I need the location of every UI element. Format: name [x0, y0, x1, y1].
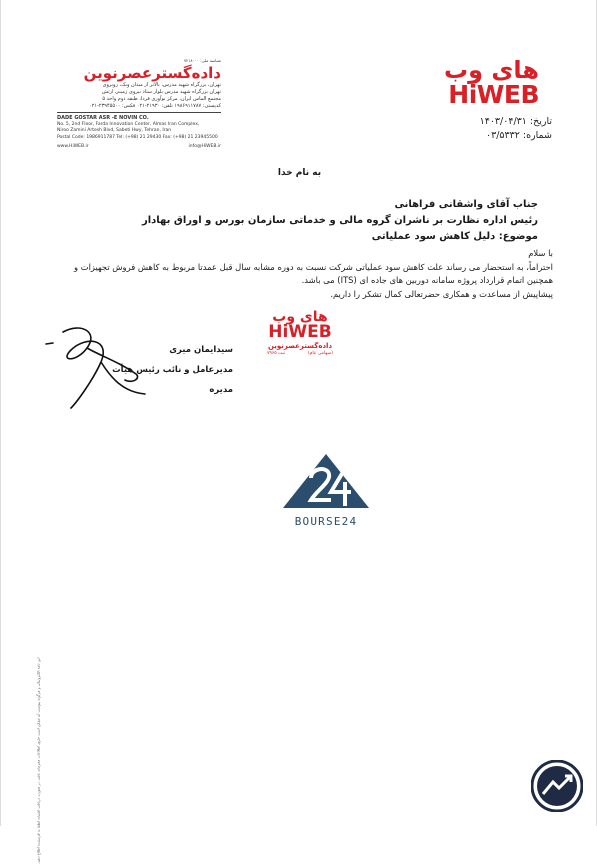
stamp-company: داده‌گسترعصرنوین [267, 342, 333, 350]
number-line [480, 129, 552, 143]
stamp-logo-fa: های وب [272, 309, 328, 325]
letterhead-address-1: تهران، بزرگراه شهید مدرس، بالاتر از میدان ونک، روبروی [102, 82, 221, 88]
letterhead-address-en-3: Postal Code: 1986911787 Tel: (+98) 21 29430 Fax: (+98) 21 23945500 [57, 134, 218, 140]
greeting: با سلام [528, 248, 553, 258]
number-label: شماره: [522, 130, 552, 141]
sidebar-disclaimer-text: این نامه الکترونیکی و هرگونه پیوست آن ممکن است حاوی اطلاعات محرمانه باشد. در صورت دریافت اشتباه، لطفا به فرستنده اطلاع دهید. [36, 657, 41, 864]
letterhead-address-en-2: Niroo Zamini Artesh Blvd, Sabeti Hwy, Tehran, Iran [57, 128, 172, 134]
hiweb-logo-fa: های وب [443, 56, 539, 84]
stamp-logo-en: HiWEB [268, 322, 332, 342]
stamp-registration: ثبت ۷۹۶۵ [267, 351, 286, 356]
date-label: تاریخ: [529, 116, 552, 127]
chart-logo-icon [531, 760, 583, 812]
body-paragraph-1: احتراماً، به استحضار می رساند علت کاهش سود عملیاتی شرکت نسبت به دوره مشابه سال قبل عمدتا مربوط به کاهش فروش تجهیزات و [73, 261, 553, 272]
closing-line: پیشاپیش از مساعدت و همکاری حضرتعالی کمال تشکر را داریم. [330, 288, 553, 299]
date-line [480, 115, 552, 129]
letter-meta [480, 115, 552, 143]
recipient-block [118, 197, 538, 245]
letterhead-company-en: DADE GOSTAR ASR -E NOVIN CO. [57, 115, 149, 121]
signatory-name: سیدایمان میری [169, 345, 233, 355]
letterhead-address-3: مجتمع الماس ایران، مرکز نوآوری فردا، طبقه دوم واحد ۵ [102, 96, 221, 102]
recipient-title: رئیس اداره نظارت بر ناشران گروه مالی و خدماتی سازمان بورس و اوراق بهادار [141, 215, 538, 226]
recipient-name: جناب آقای واشقانی فراهانی [394, 199, 538, 210]
letterhead-company-fa: داده‌گسترعصرنوین [83, 64, 221, 82]
letterhead-divider [57, 112, 221, 113]
salutation: به نام خدا [277, 168, 322, 178]
company-stamp [267, 310, 333, 356]
sidebar-disclaimer [32, 657, 46, 864]
letterhead [57, 58, 221, 149]
letterhead-email[interactable]: info@HiWEB.ir [188, 143, 221, 149]
signatory-block [109, 340, 233, 400]
date-value: ۱۴۰۳/۰۴/۳۱ [479, 116, 527, 127]
hiweb-logo [435, 58, 539, 108]
bourse24-mark-icon [281, 452, 371, 510]
letterhead-address-4: کدپستی: ۱۹۸۶۹۱۱۷۸۷ تلفن: ۲۱۹۳۰-۰۲۱ فکس: ۲۳۹۴۵۵۰۰-۰۲۱ [89, 103, 221, 109]
letter-body [33, 247, 553, 301]
bourse24-wordmark: BOURSE24 [294, 515, 358, 528]
letterhead-address-en-1: No. 5, 2nd Floor, Farda Innovation Center, Almas Iran Complex, [57, 122, 200, 128]
stamp-public: (سهامی عام) [307, 351, 333, 356]
subject-line: موضوع: دلیل کاهش سود عملیاتی [371, 231, 538, 242]
hiweb-logo-en: HiWEB [448, 80, 539, 109]
letterhead-address-2: تهران بزرگراه شهید مدرس بلوار ستاد نیروی زمینی ارتش [101, 89, 221, 95]
bourse24-logo [279, 452, 373, 528]
signatory-title: مدیرعامل و نائب رئیس هیأت مدیره [112, 365, 233, 395]
letterhead-id-line: شناسه ملی: ۷۲۱۸۰۰۰ [183, 58, 221, 63]
body-paragraph-2: همچنین اتمام قرارداد پروژه سامانه دوربین های جاده ای (ITS) می باشد. [301, 275, 553, 285]
number-value: ۰۳/۵۳۳۲ [486, 130, 520, 141]
letterhead-website[interactable]: www.HiWEB.ir [57, 143, 89, 149]
